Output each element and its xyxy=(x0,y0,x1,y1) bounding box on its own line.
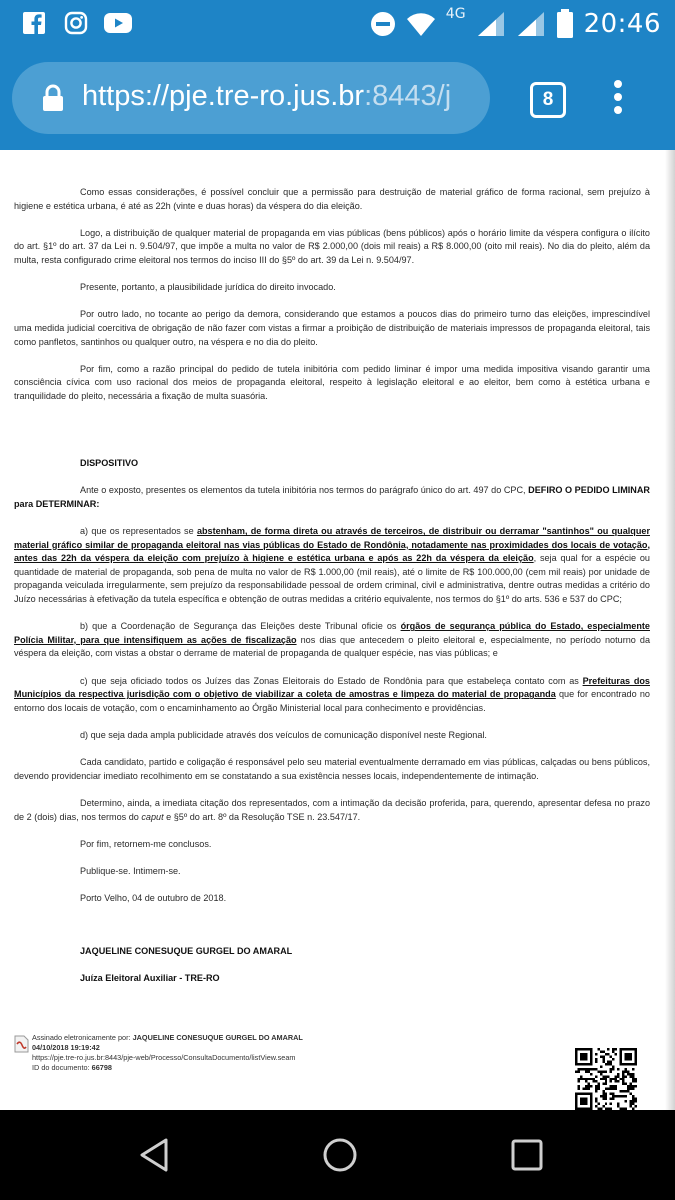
clock: 20:46 xyxy=(583,9,661,39)
signal-icon xyxy=(476,11,506,37)
paragraph: Cada candidato, partido e coligação é responsável pelo seu material eventualmente derramado em vias públicas, calçadas ou bens públicos, devendo providenciar imediato recolhimento em se constatando a sua existência nesses locais, independentemente de intimação. xyxy=(14,757,650,781)
recents-icon[interactable] xyxy=(507,1135,547,1175)
home-icon[interactable] xyxy=(320,1135,360,1175)
signer-role: Juíza Eleitoral Auxiliar - TRE-RO xyxy=(80,973,220,984)
document-body xyxy=(14,186,650,1000)
browser-toolbar xyxy=(0,48,675,150)
paragraph: Publique-se. Intimem-se. xyxy=(80,865,181,876)
paragraph: Determino, ainda, a imediata citação dos representados, com a intimação da decisão proferida, para, querendo, apresentar defesa no prazo de 2 (dois) dias, nos termos do caput e §5º do art. 8º da Resolução TSE n. 23.547/17. xyxy=(14,797,650,822)
signer-name: JAQUELINE CONESUQUE GURGEL DO AMARAL xyxy=(80,946,293,957)
item-a: a) que os representados se abstenham, de forma direta ou através de terceiros, de distribuir ou derramar "santinhos" ou qualquer material gráfico similar de propaganda eleitoral nas vias públicas do Estado de Rondônia, notadamente nas proximidades dos locais de votação, antes das 22h da véspera da eleição com prejuízo à higiene e estética urbana e após as 22h da véspera da eleição, seja qual for a espécie ou quantidade de material de propaganda, sob pena de multa no valor de R$ 1.000,00 (mil reais), até o limite de R$ 100.000,00 (cem mil reais) por unidade de propaganda veiculada irregularmente, sem prejuízo da responsabilidade pessoal de ordem criminal, civil e administrativa, dentre outras medidas a critério do Juízo necessárias à efetivação da tutela específica e obtenção de outras medidas a critério equivalente, nos termos do §1º do arts. 536 e 537 do CPC; xyxy=(14,526,650,605)
signed-datetime: 04/10/2018 19:19:42 xyxy=(32,1043,100,1052)
paragraph: Por fim, retornem-me conclusos. xyxy=(80,838,212,849)
paragraph: Por outro lado, no tocante ao perigo da demora, considerando que estamos a poucos dias do primeiro turno das eleições, imprescindível uma medida judicial coercitiva de obrigação de não fazer com vistas a firmar a proibição de distribuição de materiais impressos de propaganda eleitoral, tais como panfletos, santinhos ou qualquer outro, na véspera e no dia do pleito. xyxy=(14,309,650,347)
navigation-bar xyxy=(0,1110,675,1200)
overflow-menu-icon[interactable] xyxy=(612,80,624,120)
signature-footer xyxy=(14,1033,474,1073)
document-url[interactable]: https://pje.tre-ro.jus.br:8443/pje-web/Processo/ConsultaDocumento/listView.seam xyxy=(32,1053,296,1062)
network-type: 4G xyxy=(445,6,466,22)
item-c: c) que seja oficiado todos os Juízes das Zonas Eleitorais do Estado de Rondônia para que estabeleça contato com as Prefeituras dos Municípios da respectiva jurisdição com o objetivo de viabilizar a coleta de amostras e limpeza do material de propaganda que for encontrado no entorno dos locais de votação, com o encaminhamento ao Órgão Ministerial local para conhecimento e providências. xyxy=(14,675,650,713)
instagram-icon xyxy=(62,9,90,37)
paragraph: Como essas considerações, é possível concluir que a permissão para destruição de material gráfico de forma racional, sem prejuízo à higiene e estética urbana, é até as 22h (vinte e duas horas) da véspera do dia eleição. xyxy=(14,187,650,211)
document-page[interactable] xyxy=(0,150,675,1110)
lock-icon xyxy=(42,84,64,112)
date-line: Porto Velho, 04 de outubro de 2018. xyxy=(80,893,227,904)
youtube-icon xyxy=(104,9,132,37)
url-bar[interactable] xyxy=(12,62,490,134)
paragraph: Ante o exposto, presentes os elementos da tutela inibitória nos termos do parágrafo único do art. 497 do CPC, DEFIRO O PEDIDO LIMINAR para DETERMINAR: xyxy=(14,485,650,509)
battery-icon xyxy=(556,9,574,39)
signed-by: Assinado eletronicamente por: JAQUELINE CONESUQUE GURGEL DO AMARAL xyxy=(32,1033,303,1042)
status-bar xyxy=(0,0,675,48)
paragraph: Por fim, como a razão principal do pedido de tutela inibitória com pedido liminar é impor uma medida impositiva visando garantir uma consciência cívica com uso racional dos meios de propaganda eleitoral, respeito à legislação eleitoral e ao eleitor, bem como à estética urbana e tranquilidade do pleito, necessária a fixação de multa suasória. xyxy=(14,363,650,401)
back-icon[interactable] xyxy=(134,1135,174,1175)
tab-switcher-button[interactable]: 8 xyxy=(530,82,566,118)
facebook-icon xyxy=(20,9,48,37)
do-not-disturb-icon xyxy=(370,11,396,37)
url-host: https://pje.tre-ro.jus.br xyxy=(82,80,365,112)
wifi-icon xyxy=(406,11,436,37)
url-text[interactable] xyxy=(82,80,487,116)
item-d: d) que seja dada ampla publicidade através dos veículos de comunicação disponível neste Regional. xyxy=(80,729,487,740)
paragraph: Presente, portanto, a plausibilidade jurídica do direito invocado. xyxy=(80,282,336,293)
url-path: :8443/j xyxy=(364,80,452,112)
signal-icon-2 xyxy=(516,11,546,37)
paragraph: Logo, a distribuição de qualquer material de propaganda em vias públicas (bens públicos) após o horário limite da véspera configura o ilícito do art. §1º do art. 37 da Lei n. 9.504/97, que impõe a multa no valor de R$ 2.000,00 (dois mil reais) a R$ 8.000,00 (oito mil reais). No dia do pleito, além da multa, resta configurado crime eleitoral nos termos do inciso III do §5º do art. 39 da Lei n. 9.504/97. xyxy=(14,227,650,265)
document-icon xyxy=(14,1035,29,1053)
document-id: ID do documento: 66798 xyxy=(32,1063,112,1072)
qr-code xyxy=(575,1048,637,1110)
section-heading: DISPOSITIVO xyxy=(80,458,139,469)
item-b: b) que a Coordenação de Segurança das Eleições deste Tribunal oficie os órgãos de segurança pública do Estado, especialmente Polícia Militar, para que intensifiquem as ações de fiscalização nos dias que antecedem o pleito eleitoral e, especialmente, no período noturno da véspera da eleição, com vistas a obstar o derrame de material de propaganda de qualquer espécie, nas vias públicas; e xyxy=(14,621,650,659)
